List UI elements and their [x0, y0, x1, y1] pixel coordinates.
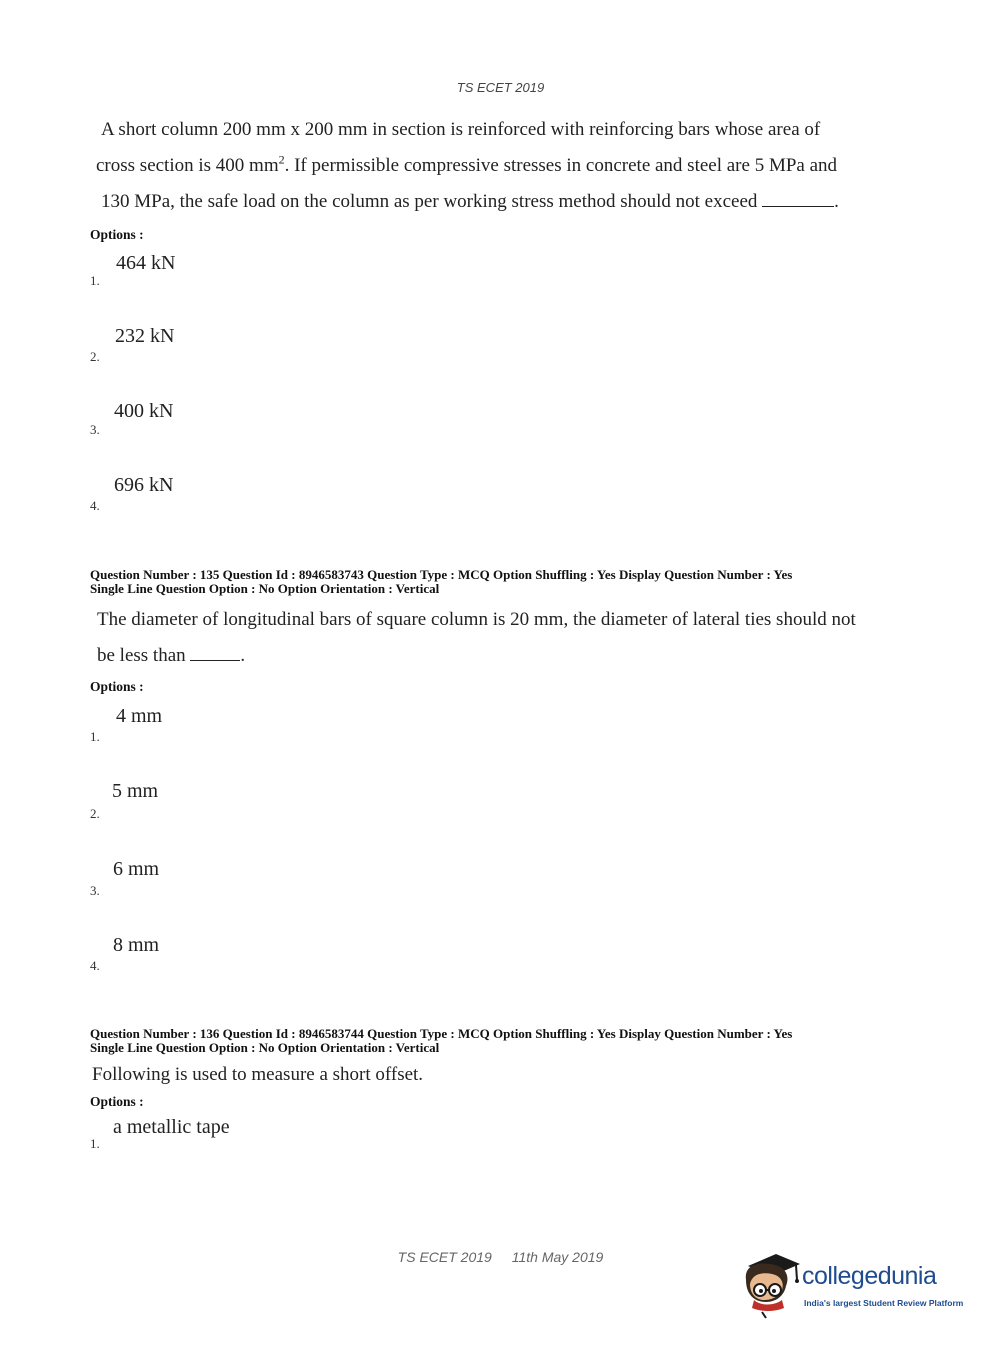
options-label: Options : [90, 1094, 144, 1109]
question-135-line-2-text: be less than [97, 645, 186, 666]
option-number: 3. [90, 883, 100, 898]
question-135-meta-line-2: Single Line Question Option : No Option Orientation : Vertical [90, 581, 440, 596]
option-text: 5 mm [112, 780, 159, 802]
question-135-meta-line-1: Question Number : 135 Question Id : 8946583743 Question Type : MCQ Option Shuffling : Yes Display Question Number : Yes [90, 567, 793, 582]
option-text: 232 kN [115, 325, 175, 347]
question-136-line-1: Following is used to measure a short offset. [92, 1064, 424, 1085]
question-134-line-2 [96, 148, 837, 184]
option-number: 4. [90, 498, 100, 513]
superscript: 2 [278, 152, 285, 167]
option-text: a metallic tape [113, 1116, 230, 1138]
option-text: 400 kN [114, 400, 174, 422]
question-134-line-3-end: . [834, 191, 839, 212]
options-label: Options : [90, 679, 144, 694]
mascot-icon [740, 1250, 802, 1320]
option-number: 1. [90, 729, 100, 744]
option-number: 3. [90, 422, 100, 437]
footer-date: 11th May 2019 [511, 1249, 604, 1265]
option-number: 1. [90, 273, 100, 288]
question-134-line-2-rest: . If permissible compressive stresses in concrete and steel are 5 MPa and [284, 155, 838, 176]
option-text: 4 mm [116, 705, 163, 727]
question-136-meta-line-2: Single Line Question Option : No Option Orientation : Vertical [90, 1040, 440, 1055]
question-135-line-1: The diameter of longitudinal bars of square column is 20 mm, the diameter of lateral ties should not [97, 609, 856, 630]
question-134-line-1: A short column 200 mm x 200 mm in section is reinforced with reinforcing bars whose area of [101, 119, 821, 140]
question-136-meta-line-1: Question Number : 136 Question Id : 8946583744 Question Type : MCQ Option Shuffling : Yes Display Question Number : Yes [90, 1026, 793, 1041]
page-header-title: TS ECET 2019 [456, 80, 545, 95]
option-number: 4. [90, 958, 100, 973]
option-number: 2. [90, 349, 100, 364]
brand-tagline: India's largest Student Review Platform [804, 1298, 964, 1308]
option-text: 6 mm [113, 858, 160, 880]
question-134-line-3 [101, 184, 839, 220]
answer-blank [190, 642, 240, 661]
question-134-line-3-text: 130 MPa, the safe load on the column as per working stress method should not exceed [101, 191, 758, 212]
option-text: 8 mm [113, 934, 160, 956]
brand-name: collegedunia [802, 1262, 937, 1290]
question-134-line-2-text: cross section is 400 mm [96, 155, 279, 176]
option-text: 696 kN [114, 474, 174, 496]
question-135-line-2-end: . [240, 645, 246, 666]
options-label: Options : [90, 227, 144, 242]
option-number: 2. [90, 806, 100, 821]
option-text: 464 kN [116, 252, 176, 274]
question-135-line-2 [97, 638, 245, 674]
option-number: 1. [90, 1136, 100, 1151]
collegedunia-logo [740, 1250, 980, 1320]
footer-exam: TS ECET 2019 [397, 1249, 492, 1265]
answer-blank [762, 188, 834, 207]
